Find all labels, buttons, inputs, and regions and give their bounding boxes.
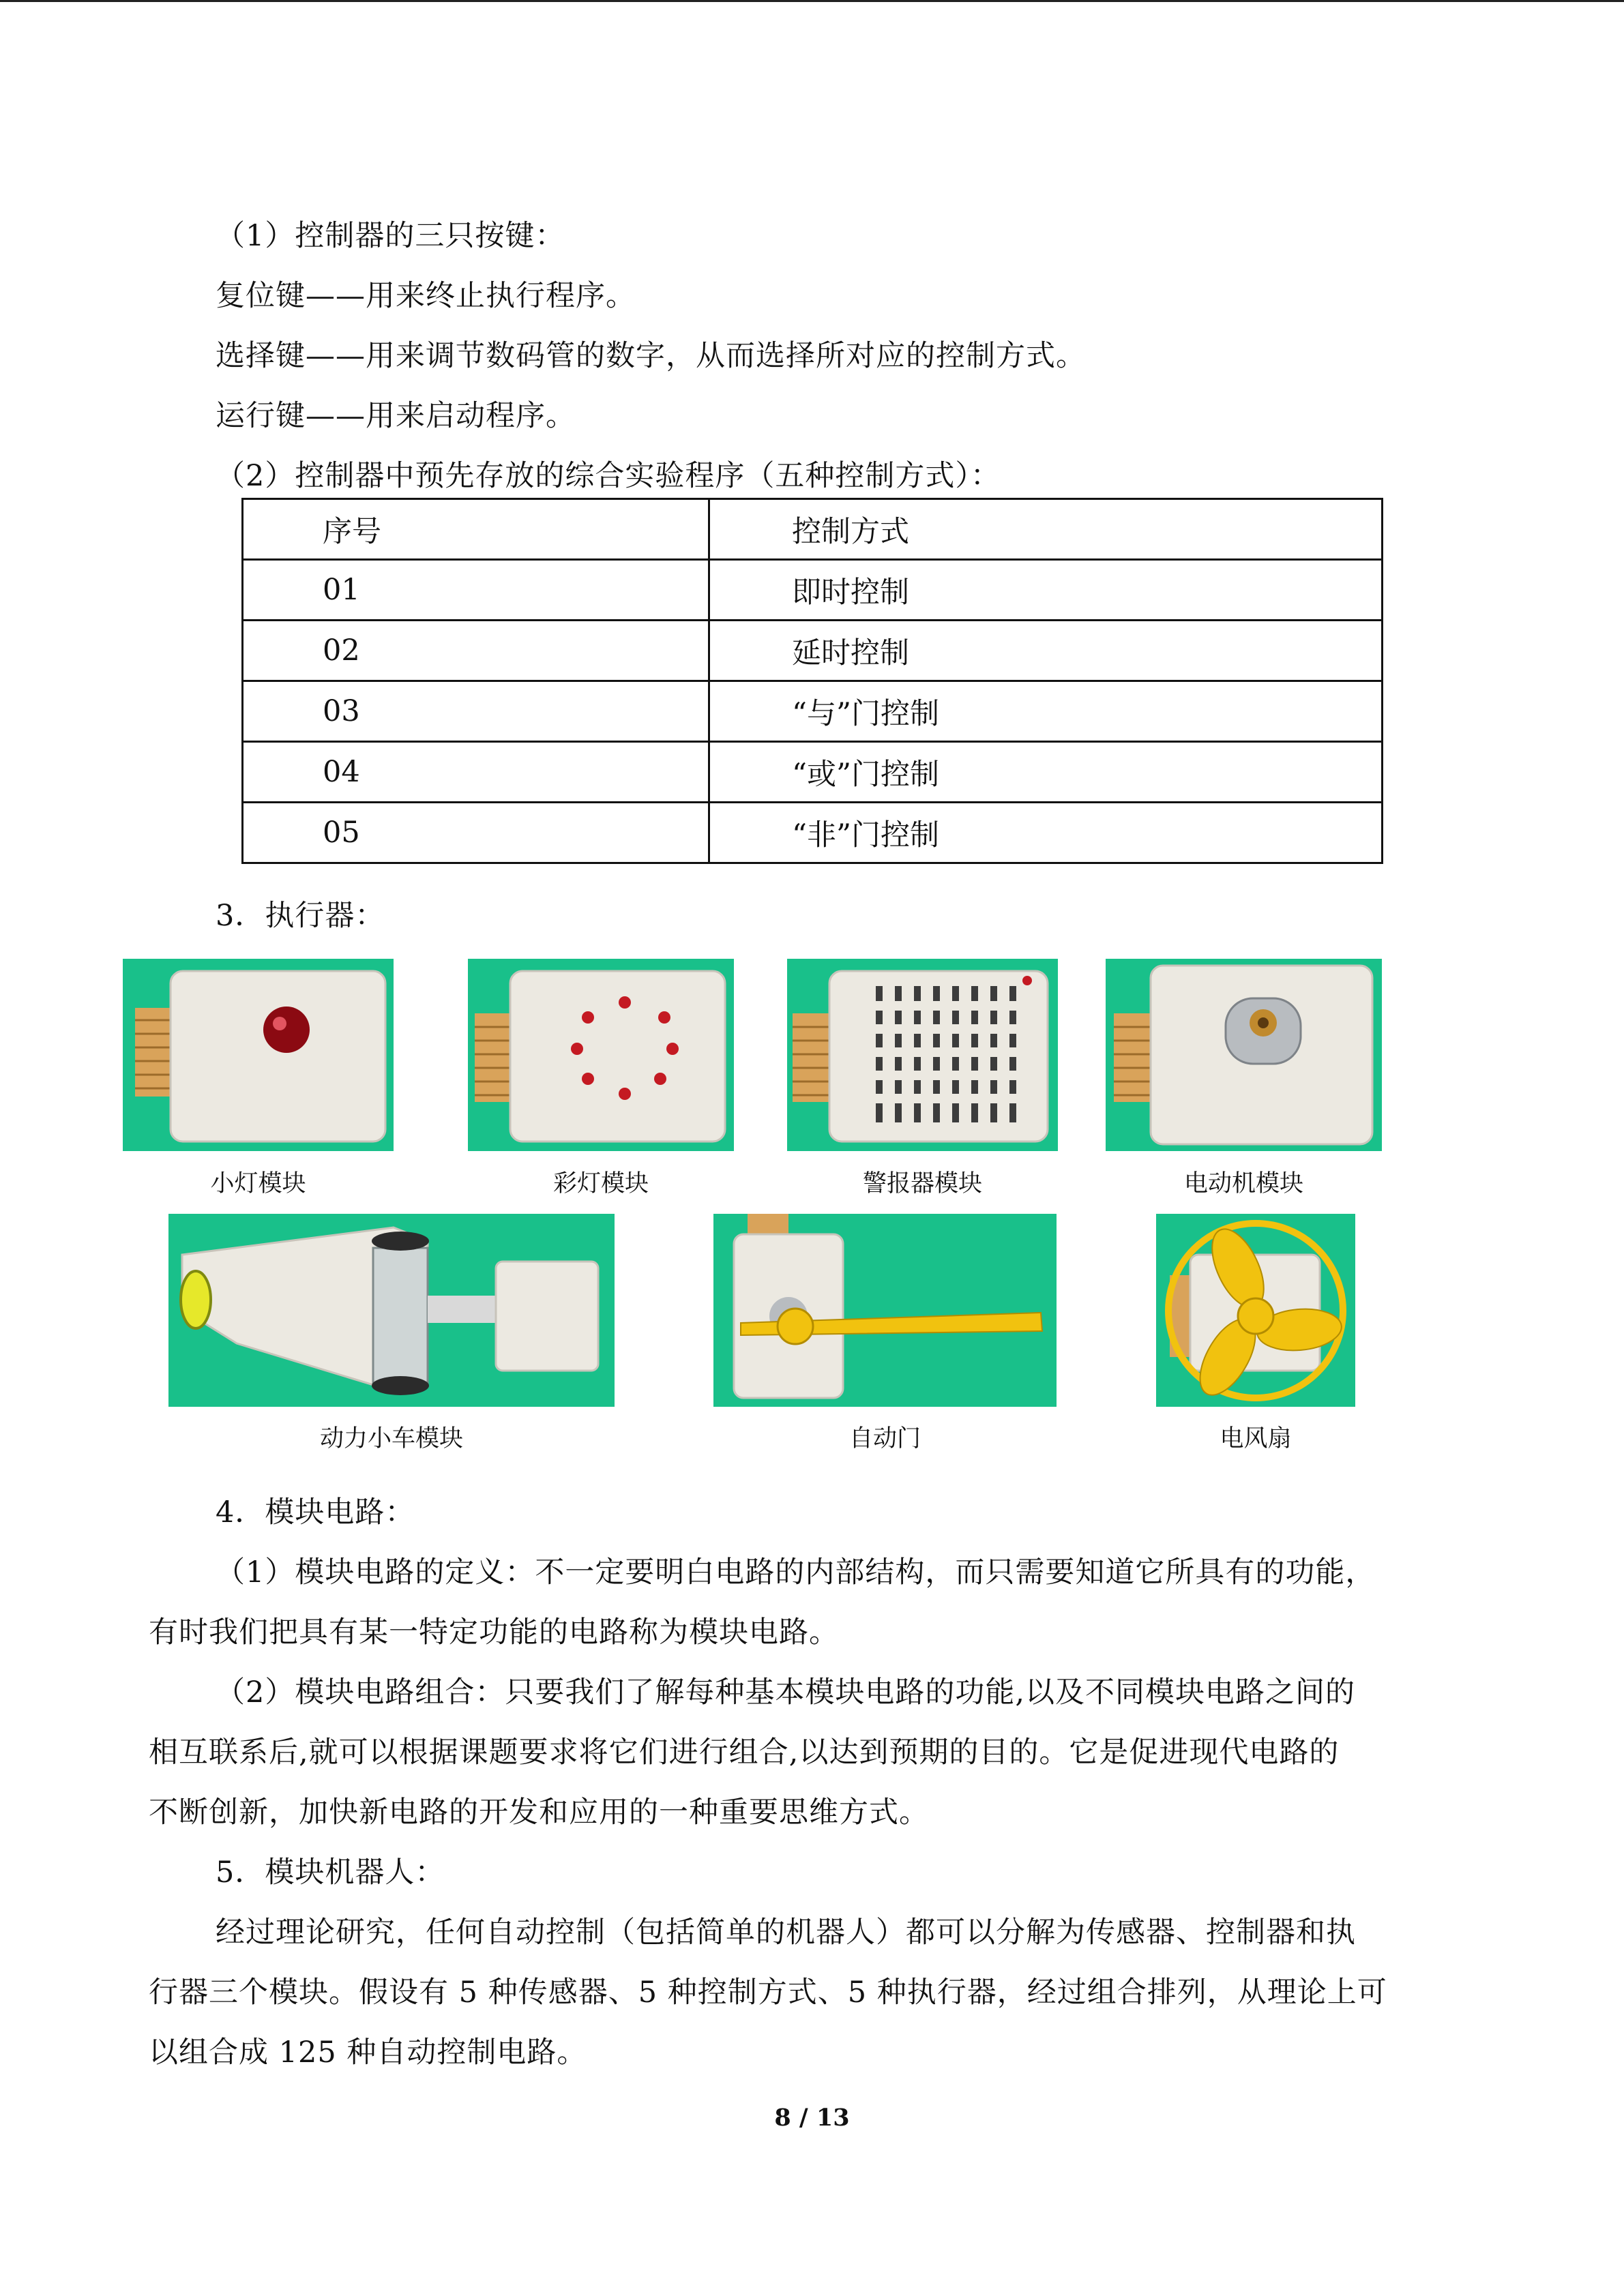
caption-color-lamp: 彩灯模块 xyxy=(552,1170,649,1197)
table-header-number: 序号 xyxy=(243,499,709,560)
programs-title: （2）控制器中预先存放的综合实验程序（五种控制方式）： xyxy=(216,459,1001,493)
caption-power-car: 动力小车模块 xyxy=(319,1425,463,1452)
caption-alarm: 警报器模块 xyxy=(862,1170,982,1197)
table-row xyxy=(243,803,1383,863)
combination-line-2: 相互联系后,就可以根据课题要求将它们进行组合,以达到预期的目的。它是促进现代电路的 xyxy=(149,1735,1340,1770)
table-cell: 02 xyxy=(243,621,709,681)
table-header-mode: 控制方式 xyxy=(709,499,1383,560)
motor-module-image xyxy=(1106,959,1382,1151)
table-cell: 01 xyxy=(243,560,709,621)
actuator-heading: 3．执行器： xyxy=(216,899,385,933)
small-lamp-module-image xyxy=(123,959,394,1151)
page-number: 8 / 13 xyxy=(774,2104,850,2132)
table-cell: 03 xyxy=(243,681,709,742)
caption-small-lamp: 小灯模块 xyxy=(210,1170,306,1197)
definition-line-2: 有时我们把具有某一特定功能的电路称为模块电路。 xyxy=(149,1615,839,1650)
table-cell: 即时控制 xyxy=(709,560,1383,621)
top-border xyxy=(0,0,1624,2)
robot-line-1: 经过理论研究，任何自动控制（包括简单的机器人）都可以分解为传感器、控制器和执 xyxy=(216,1915,1356,1950)
table-cell: “非”门控制 xyxy=(709,803,1383,863)
robot-line-2: 行器三个模块。假设有 5 种传感器、5 种控制方式、5 种执行器，经过组合排列，从理论上可 xyxy=(149,1976,1387,2010)
table-cell: “与”门控制 xyxy=(709,681,1383,742)
table-cell: 延时控制 xyxy=(709,621,1383,681)
caption-motor: 电动机模块 xyxy=(1183,1170,1303,1197)
robot-heading: 5．模块机器人： xyxy=(216,1855,445,1890)
table-cell: “或”门控制 xyxy=(709,742,1383,803)
table-cell: 05 xyxy=(243,803,709,863)
electric-fan-image xyxy=(1156,1214,1355,1407)
table-row xyxy=(243,681,1383,742)
definition-line-1: （1）模块电路的定义：不一定要明白电路的内部结构，而只需要知道它所具有的功能， xyxy=(216,1555,1376,1590)
control-modes-table xyxy=(241,498,1383,864)
run-key-text: 运行键——用来启动程序。 xyxy=(216,399,576,433)
combination-line-3: 不断创新，加快新电路的开发和应用的一种重要思维方式。 xyxy=(149,1795,929,1830)
power-car-module-image xyxy=(168,1214,615,1407)
table-cell: 04 xyxy=(243,742,709,803)
caption-electric-fan: 电风扇 xyxy=(1220,1425,1292,1452)
table-row xyxy=(243,742,1383,803)
reset-key-text: 复位键——用来终止执行程序。 xyxy=(216,279,636,313)
color-lamp-module-image xyxy=(468,959,734,1151)
table-row xyxy=(243,560,1383,621)
automatic-door-image xyxy=(713,1214,1057,1407)
robot-line-3: 以组合成 125 种自动控制电路。 xyxy=(149,2036,587,2070)
table-row xyxy=(243,621,1383,681)
module-circuit-heading: 4．模块电路： xyxy=(216,1495,415,1530)
select-key-text: 选择键——用来调节数码管的数字，从而选择所对应的控制方式。 xyxy=(216,339,1086,373)
table-header-row xyxy=(243,499,1383,560)
alarm-module-image xyxy=(787,959,1058,1151)
buttons-title: （1）控制器的三只按键： xyxy=(216,219,565,253)
caption-automatic-door: 自动门 xyxy=(848,1425,921,1452)
combination-line-1: （2）模块电路组合：只要我们了解每种基本模块电路的功能,以及不同模块电路之间的 xyxy=(216,1675,1356,1710)
